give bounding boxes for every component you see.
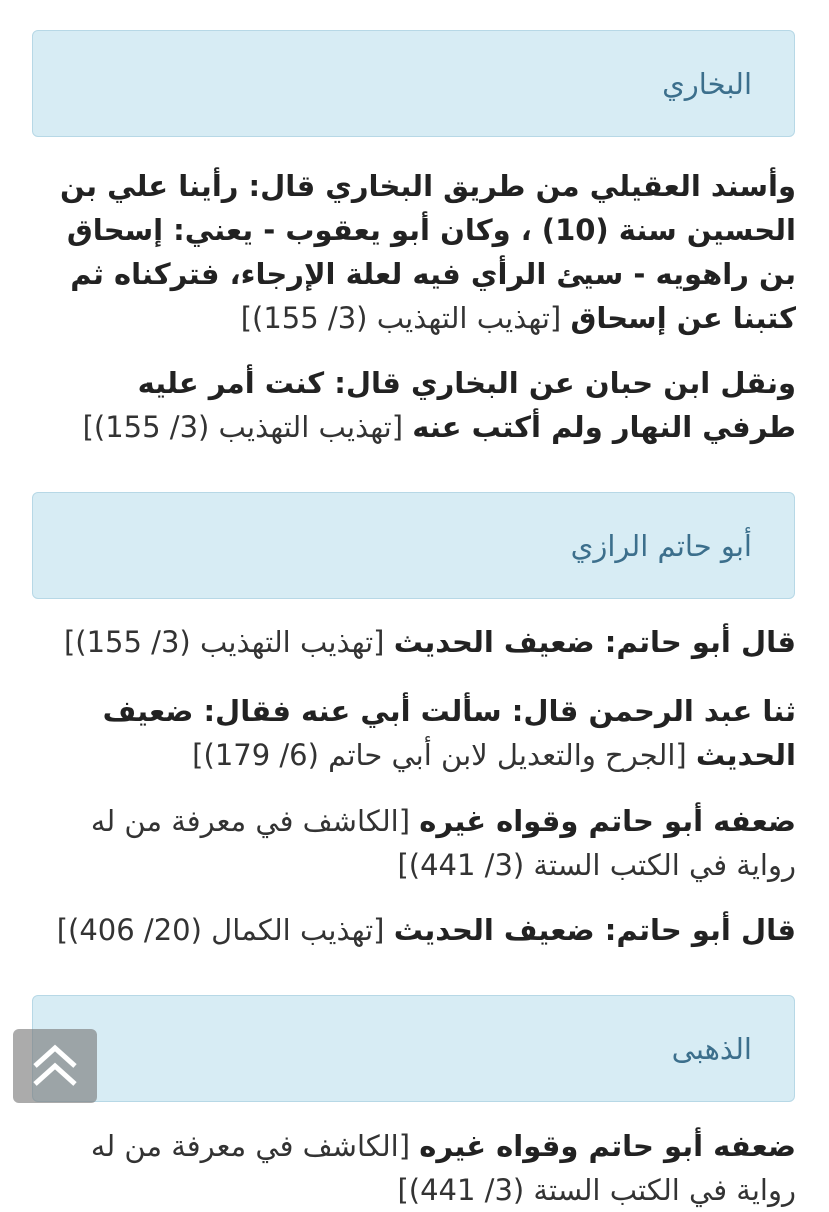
narration-entry (38, 164, 796, 340)
narration-entry (38, 361, 796, 449)
narration-quote: وأسند العقيلي من طريق البخاري قال: رأينا علي بن الحسين سنة (10) ، وكان أبو يعقوب - يعني: إسحاق بن راهويه - سيئ الرأي فيه لعلة الإرجاء، فتركناه ثم كتبنا عن إسحاق (60, 169, 796, 335)
narration-source: [الكاشف في معرفة من له رواية في الكتب الستة (3/ 441)] (90, 804, 796, 882)
narration-quote: ضعفه أبو حاتم وقواه غيره (419, 804, 796, 838)
section-header-dhahabi (32, 995, 795, 1102)
section-header-abu-hatim (32, 492, 795, 599)
narration-quote: قال أبو حاتم: ضعيف الحديث (393, 913, 796, 947)
back-to-top-button[interactable] (13, 1029, 97, 1103)
narration-source: [الجرح والتعديل لابن أبي حاتم (6/ 179)] (192, 738, 687, 772)
narration-entry (38, 799, 796, 887)
section-title: البخاري (662, 66, 752, 101)
narration-quote: ونقل ابن حبان عن البخاري قال: كنت أمر عليه طرفي النهار ولم أكتب عنه (137, 366, 796, 444)
narration-source: [تهذيب التهذيب (3/ 155)] (240, 301, 562, 335)
double-chevron-up-icon (29, 1040, 81, 1092)
narration-source: [تهذيب التهذيب (3/ 155)] (82, 410, 404, 444)
narration-quote: قال أبو حاتم: ضعيف الحديث (393, 625, 796, 659)
narration-source: [تهذيب التهذيب (3/ 155)] (63, 625, 385, 659)
section-header-bukhari (32, 30, 795, 137)
narration-entry (38, 689, 796, 777)
section-title: الذهبى (671, 1031, 752, 1066)
narration-quote: ثنا عبد الرحمن قال: سألت أبي عنه فقال: ضعيف الحديث (102, 694, 796, 772)
narration-quote: ضعفه أبو حاتم وقواه غيره (419, 1129, 796, 1163)
narration-entry (38, 908, 796, 952)
narration-source: [تهذيب الكمال (20/ 406)] (56, 913, 385, 947)
narration-entry (38, 620, 796, 664)
narration-entry (38, 1124, 796, 1212)
section-title: أبو حاتم الرازي (570, 528, 752, 563)
narration-source: [الكاشف في معرفة من له رواية في الكتب الستة (3/ 441)] (90, 1129, 796, 1207)
